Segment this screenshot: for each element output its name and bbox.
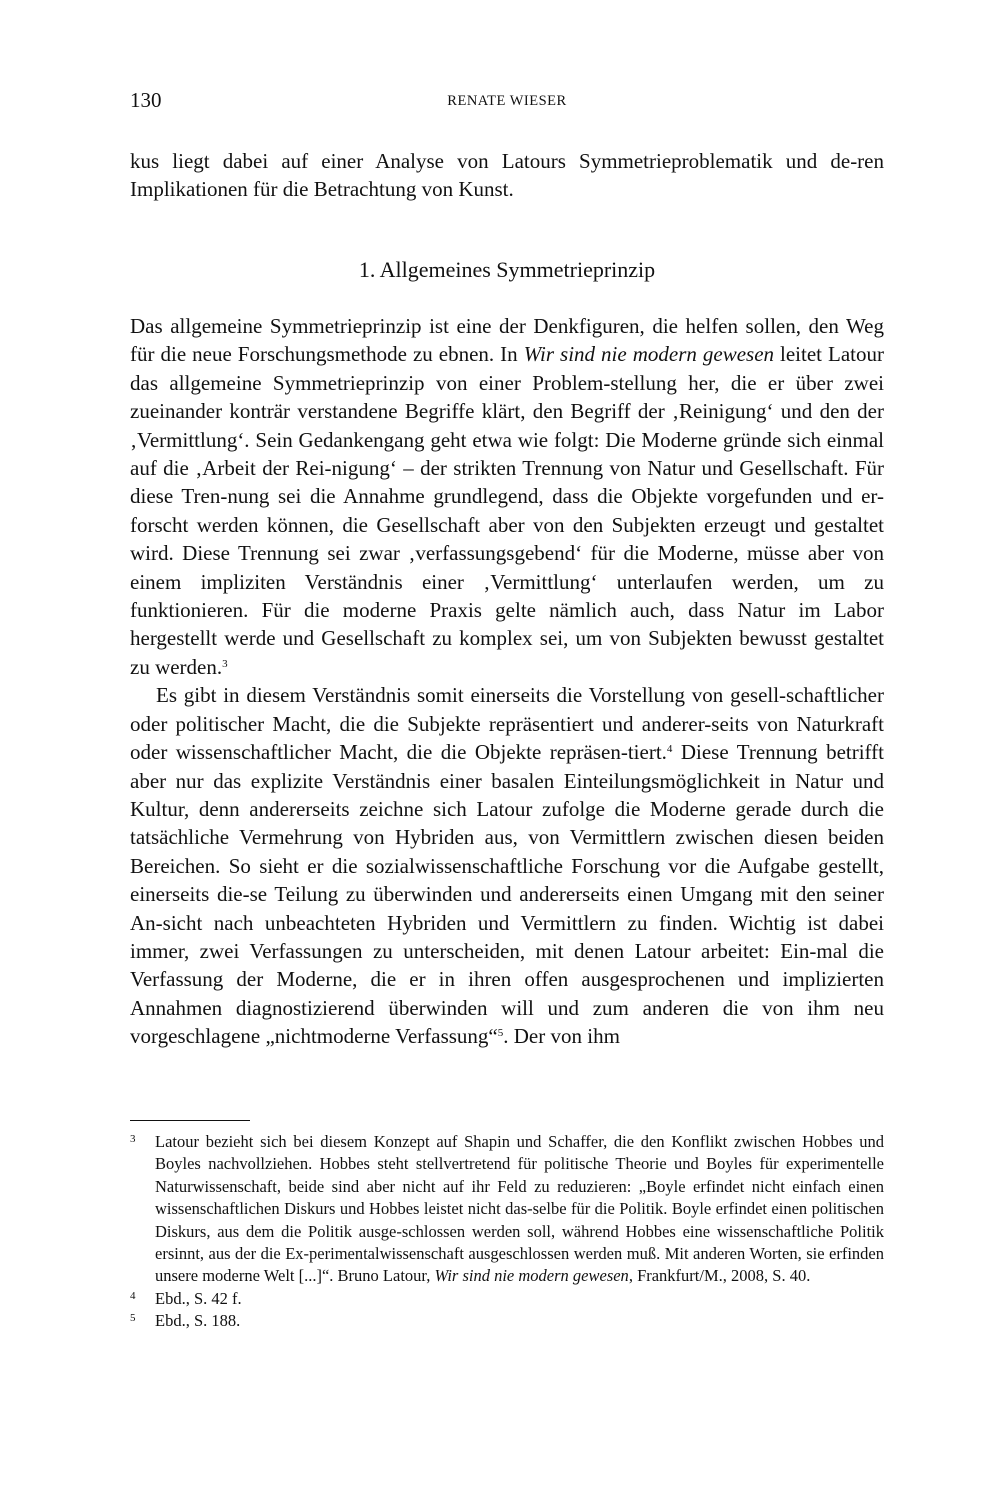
footnote-text-end: , Frankfurt/M., 2008, S. 40. <box>628 1266 811 1286</box>
footnote-text: Ebd., S. 42 f. <box>155 1288 242 1308</box>
footnote-number: 4 <box>130 1289 136 1302</box>
footnote-3 <box>130 1131 884 1288</box>
paragraph-1-part-1: Das allgemeine Symmetrieprinzip ist eine der Denkfiguren, die helfen sollen, den Weg für die neue Forschungsmethode zu ebnen. In <box>130 314 884 367</box>
footnote-text: Latour bezieht sich bei diesem Konzept auf Shapin und Schaffer, die den Konflikt zwischen Hobbes und Boyles nachvollziehen. Hobbes steht stellvertretend für politische Theorie und Boyles für experimentelle Naturwissenschaft, beide sind aber nicht auf ihr Feld zu reduzieren: „Boyle erfindet nicht einfach einen wissenschaftlichen Diskurs und Hobbes leistet nicht das-selbe für die Politik. Boyle erfindet einen politischen Diskurs, aus dem die Politik ausge-schlossen werden soll, während Hobbes eine wissenschaftliche Politik ersinnt, aus der die Ex-perimentalwissenschaft ausgeschlossen werden muß. Mit anderen Worten, sie erfinden unsere moderne Welt [...]“. Bruno Latour, <box>155 1132 884 1286</box>
paragraph-2 <box>130 681 884 1050</box>
footnote-book-title: Wir sind nie modern gewesen <box>434 1266 629 1286</box>
footnote-4 <box>130 1288 884 1310</box>
section-heading: 1. Allgemeines Symmetrieprinzip <box>358 257 656 282</box>
running-head <box>130 88 884 118</box>
main-text <box>130 312 884 1051</box>
intro-paragraph <box>130 147 884 204</box>
footnote-text: Ebd., S. 188. <box>155 1311 241 1331</box>
footnote-ref-3[interactable]: 3 <box>222 657 228 670</box>
intro-text: kus liegt dabei auf einer Analyse von Latours Symmetrieproblematik und de-ren Implikationen für die Betrachtung von Kunst. <box>130 149 884 202</box>
footnote-5 <box>130 1310 884 1332</box>
footnote-number: 5 <box>130 1312 136 1325</box>
paragraph-1 <box>130 312 884 681</box>
footnotes <box>130 1131 884 1333</box>
paragraph-2-part-1: Es gibt in diesem Verständnis somit einerseits die Vorstellung von gesell-schaftlicher oder politischer Macht, die die Subjekte repräsentiert und anderer-seits von Naturkraft oder wissenschaftlicher Macht, die die Objekte repräsen-tiert. <box>130 683 884 765</box>
footnote-number: 3 <box>130 1133 136 1145</box>
footnote-divider <box>130 1120 250 1121</box>
footnote-ref-5[interactable]: 5 <box>497 1027 504 1040</box>
footnote-ref-4[interactable]: 4 <box>666 743 673 756</box>
book-title: Wir sind nie modern gewesen <box>523 342 775 367</box>
page-number: 130 <box>130 88 162 112</box>
paragraph-2-part-3: . Der von ihm <box>503 1024 620 1049</box>
paragraph-1-part-2: leitet Latour das allgemeine Symmetrieprinzip von einer Problem-stellung her, die er über zwei zueinander konträr verstandene Begriffe klärt, den Begriff der ‚Reinigung‘ und den der ‚Vermittlung‘. Sein Gedankengang geht etwa wie folgt: Die Moderne gründe sich einmal auf die ‚Arbeit der Rei-nigung‘ – der strikten Trennung von Natur und Gesellschaft. Für diese Tren-nung sei die Annahme grundlegend, dass die Objekte vorgefunden und er-forscht werden können, die Gesellschaft aber von den Subjekten erzeugt und gestaltet wird. Diese Trennung sei zwar ‚verfassungsgebend‘ für die Moderne, müsse aber von einem impliziten Verständnis einer ‚Vermittlung‘ unterlaufen werden, um zu funktionieren. Für die moderne Praxis gelte nämlich auch, dass Natur im Labor hergestellt werde und Gesellschaft zu komplex sei, um von Subjekten bewusst gestaltet zu werden. <box>130 342 884 679</box>
running-title: RENATE WIESER <box>447 93 567 109</box>
paragraph-2-part-2: Diese Trennung betrifft aber nur das explizite Verständnis einer basalen Einteilungsmöglichkeit in Natur und Kultur, denn andererseits zeichne sich Latour zufolge die Moderne gerade durch die tatsächliche Vermehrung von Hybriden aus, von Vermittlern zwischen diesen beiden Bereichen. So sieht er die sozialwissenschaftliche Forschung vor die Aufgabe gestellt, einerseits die-se Teilung zu überwinden und andererseits einen Umgang mit den seiner An-sicht nach unbeachteten Hybriden und Vermittlern zu finden. Wichtig ist dabei immer, zwei Verfassungen zu unterscheiden, mit denen Latour arbeitet: Ein-mal die Verfassung der Moderne, die er in ihren offen ausgesprochenen und implizierten Annahmen diagnostizierend überwinden will und zum anderen die von ihm neu vorgeschlagene „nichtmoderne Verfassung“ <box>130 740 884 1049</box>
